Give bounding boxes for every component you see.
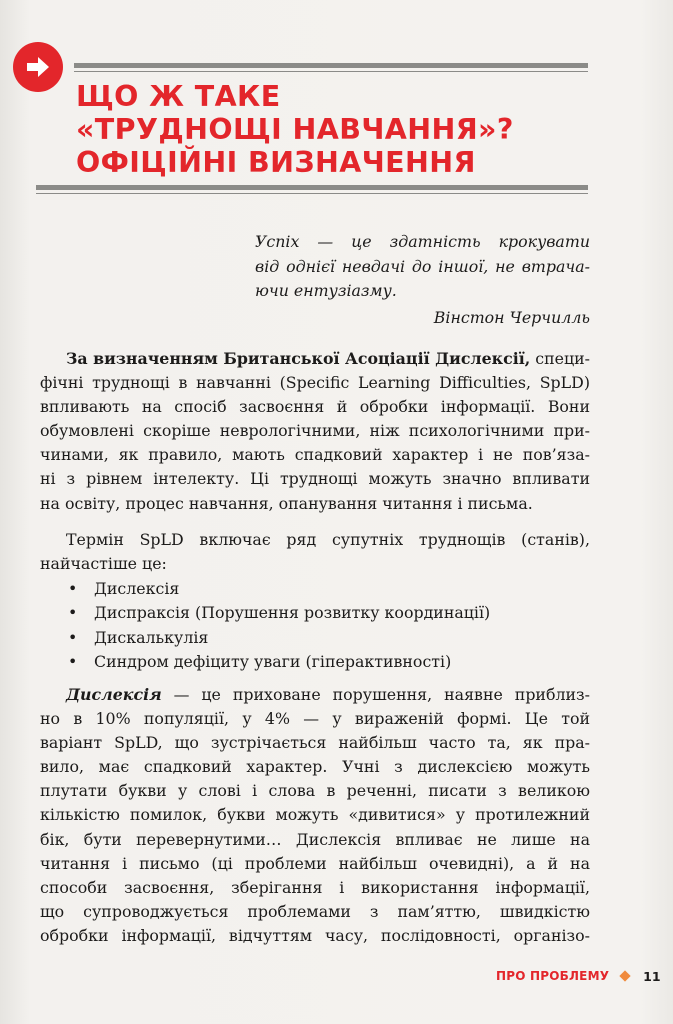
paragraph-dyslexia xyxy=(40,683,590,948)
paragraph-line: обробки інформації, відчуттям часу, послідовності, організо- xyxy=(40,925,590,945)
page-footer xyxy=(496,965,661,987)
lead-italic-text: Дислексія xyxy=(66,685,162,704)
page-number: 11 xyxy=(643,968,661,984)
bullet-icon: • xyxy=(68,651,78,671)
epigraph-line: ючи ентузіазму. xyxy=(255,281,397,300)
paragraph-definition xyxy=(40,347,590,516)
diamond-icon xyxy=(620,970,631,981)
section-badge xyxy=(13,42,63,92)
paragraph-line: кількістю помилок, букви можуть «дивитися» у протилежний xyxy=(40,805,590,825)
list-item-text: Диспраксія (Порушення розвитку координації) xyxy=(94,603,491,623)
title-line: ОФІЦІЙНІ ВИЗНАЧЕННЯ xyxy=(76,146,476,179)
lead-rest-text: — це приховане порушення, наявне приблиз- xyxy=(161,685,590,704)
epigraph-line: від однієї невдачі до іншої, не втрача- xyxy=(255,256,590,276)
epigraph-line: Успіх — це здатність крокувати xyxy=(255,232,590,251)
paragraph-line: вило, має спадковий характер. Учні з дислексією можуть xyxy=(40,757,590,777)
paragraph-line: впливають на спосіб засвоєння й обробки інформації. Вони xyxy=(40,397,590,417)
lead-bold-text: За визначенням Британської Асоціації Дислексії, xyxy=(66,349,531,368)
paragraph-line: що супроводжується проблемами з пам’яттю, швидкістю xyxy=(40,901,590,921)
paragraph-line xyxy=(40,683,590,707)
title-rule-bottom xyxy=(36,185,588,190)
title-rule-top-thin xyxy=(74,71,588,72)
title-line: «ТРУДНОЩІ НАВЧАННЯ»? xyxy=(76,113,514,146)
title-line: ЩО Ж ТАКЕ xyxy=(76,80,281,113)
bullet-icon: • xyxy=(68,627,78,647)
conditions-list xyxy=(68,577,490,674)
paragraph-line: ні з рівнем інтелекту. Ці труднощі можуть значно впливати xyxy=(40,469,590,489)
bullet-icon: • xyxy=(68,603,78,623)
paragraph-line: Термін SpLD включає ряд супутніх труднощів (станів), xyxy=(66,530,590,549)
list-item-text: Дискалькулія xyxy=(94,627,209,647)
paragraph-line: на освіту, процес навчання, опанування читання і письма. xyxy=(40,493,533,513)
arrow-right-icon xyxy=(25,56,51,78)
list-item xyxy=(68,626,490,650)
lead-rest-text: специ- xyxy=(530,349,590,368)
paragraph-line: обумовлені скоріше неврологічними, ніж психологічними при- xyxy=(40,421,590,441)
paragraph-line xyxy=(40,347,590,371)
paragraph-term xyxy=(40,528,590,576)
list-item xyxy=(68,577,490,601)
paragraph-line: найчастіше це: xyxy=(40,554,167,574)
bullet-icon: • xyxy=(68,579,78,598)
list-item xyxy=(68,601,490,625)
paragraph-line: бік, бути перевернутими… Дислексія впливає не лише на xyxy=(40,829,590,849)
epigraph-quote xyxy=(255,230,590,330)
paragraph-line: фічні труднощі в навчанні (Specific Learning Difficulties, SpLD) xyxy=(40,373,590,393)
list-item-text: Синдром дефіциту уваги (гіперактивності) xyxy=(94,651,452,671)
paragraph-line: плутати букви у слові і слова в реченні, писати з великою xyxy=(40,781,590,801)
list-item-text: Дислексія xyxy=(94,579,180,598)
paragraph-line: способи засвоєння, зберігання і використання інформації, xyxy=(40,877,590,897)
paragraph-line: читання і письмо (ці проблеми найбільш очевидні), а й на xyxy=(40,853,590,873)
paragraph-line: но в 10% популяції, у 4% — у вираженій формі. Це той xyxy=(40,709,590,729)
title-rule-top xyxy=(74,63,588,68)
footer-section-title: ПРО ПРОБЛЕМУ xyxy=(496,969,610,983)
epigraph-author: Вінстон Черчилль xyxy=(433,307,590,327)
list-item xyxy=(68,650,490,674)
paragraph-line: чинами, як правило, мають спадковий характер і не пов’язa- xyxy=(40,445,590,465)
title-rule-bottom-thin xyxy=(36,193,588,194)
chapter-title xyxy=(76,80,588,179)
paragraph-line: варіант SpLD, що зустрічається найбільш часто та, як пра- xyxy=(40,733,590,753)
